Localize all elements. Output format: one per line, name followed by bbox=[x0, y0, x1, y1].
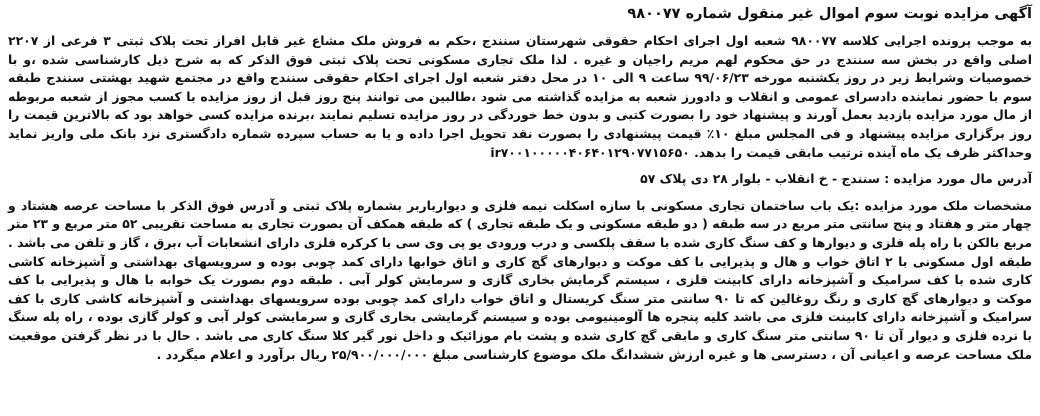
property-address: آدرس مال مورد مزایده : سنندج - خ انقلاب - بلوار ۲۸ دی پلاک ۵۷ bbox=[640, 171, 1032, 187]
notice-title: آگهی مزایده نوبت سوم اموال غیر منقول شماره ۹۸۰۰۷۷ bbox=[627, 6, 1032, 22]
notice-terms-paragraph: به موجب پرونده اجرایی کلاسه ۹۸۰۰۷۷ شعبه اول اجرای احکام حقوقی شهرستان سنندج ،حکم به فروش ملک مشاع غیر قابل افراز تحت پلاک ثبتی ۳ فرعی از ۲۲۰۷ اصلی واقع در بخش سه سنندج در حق محکوم لهم مریم راجیان و غیره . لذا ملک تجاری مسکونی تحت پلاک ثبتی فوق الذکر که به شرح ذیل کارشناسی شده ،و با خصوصیات وشرایط زیر در روز یکشنبه مورخه ۹۹/۰۶/۲۳ ساعت ۹ الی ۱۰ در محل دفتر شعبه اول اجرای احکام حقوقی سنندج واقع در مجتمع شهید بهشتی سنندج طبقه سوم با حضور نماینده دادسرای عمومی و انقلاب و دادورز شعبه به مزایده گذاشته می شود ،طالبین می توانند پنج روز قبل از روز مزایده با کسب مجوز از شعبه مربوطه از مال مورد مزایده بازدید بعمل آورند و پیشنهاد خود را بصورت کتبی و بدون خط خوردگی در روز مزایده تسلیم نمایند ،برنده مزایده کسی خواهد بود که بالاترین قیمت را روز برگزاری مزایده پیشنهاد و فی المجلس مبلغ ۱۰٪ قیمت پیشنهادی را بصورت نقد تحویل اجرا داده و یا به حساب سپرده شماره دادگستری نزد بانک ملی واریز نماید وحداکثر ظرف یک ماه آینده ترتیب مابقی قیمت را بدهد. ir۷۰۰۱۰۰۰۰۰۴۰۶۴۰۱۲۹۰۷۷۱۵۶۵۰ bbox=[8, 33, 1033, 160]
property-specifications-paragraph: مشخصات ملک مورد مزایده :یک باب ساختمان تجاری مسکونی با سازه اسکلت نیمه فلزی و دیوارباربر بشماره پلاک ثبتی و آدرس فوق الذکر با مساحت عرصه هشتاد و چهار متر و هفتاد و پنج سانتی متر مربع در سه طبقه ( دو طبقه مسکونی و یک طبقه تجاری ) که طبقه همکف آن بصورت تجاری به مساحت تقریبی ۵۲ متر مربع و ۲۳ متر مربع بالکن با راه پله فلزی و دیوارها و کف سنگ کاری شده با سقف پلکسی و درب ورودی یو پی وی سی با کرکره فلزی دارای انشعابات آب ،برق ، گاز و تلفن می باشد . طبقه اول مسکونی با ۲ اتاق خواب و هال و پذیرایی با کف موکت و دیوارهای گچ کاری و اتاق خوابها دارای کمد چوبی بوده و سرویسهای بهداشتی و آشپزخانه کاشی کاری شده با کف سرامیک و آشپزخانه دارای کابینت فلزی ، سیستم گرمایش بخاری گازی و سرمایش کولر آبی . طبقه دوم بصورت یک خوابه با هال و پذیرایی با کف موکت و دیوارهای گچ کاری و رنگ روغالین که تا ۹۰ سانتی متر سنگ کریستال و اتاق خواب دارای کمد چوبی بوده سرویسهای بهداشتی و آشپزخانه کاشی کاری با کف سرامیک و آشپزخانه دارای کابینت فلزی می باشد کلیه پنجره ها آلومینیومی بوده و سیستم گرمایشی بخاری گازی و سرمایشی کولر آبی و کولر گازی بوده ، راه پله سنگ با نرده فلزی و دیوار آن تا ۹۰ سانتی متر سنگ کاری و مابقی گچ کاری شده و پشت بام موزائیک و داخل نور گیر کلا سنگ کاری می باشد . حال با در نظر گرفتن موقعیت ملک مساحت عرصه و اعیانی آن ، دسترسی ها و غیره ارزش ششدانگ ملک موضوع کارشناسی مبلغ ۲۵/۹۰۰/۰۰۰/۰۰۰ ریال برآورد و اعلام میگردد . bbox=[8, 197, 1032, 362]
